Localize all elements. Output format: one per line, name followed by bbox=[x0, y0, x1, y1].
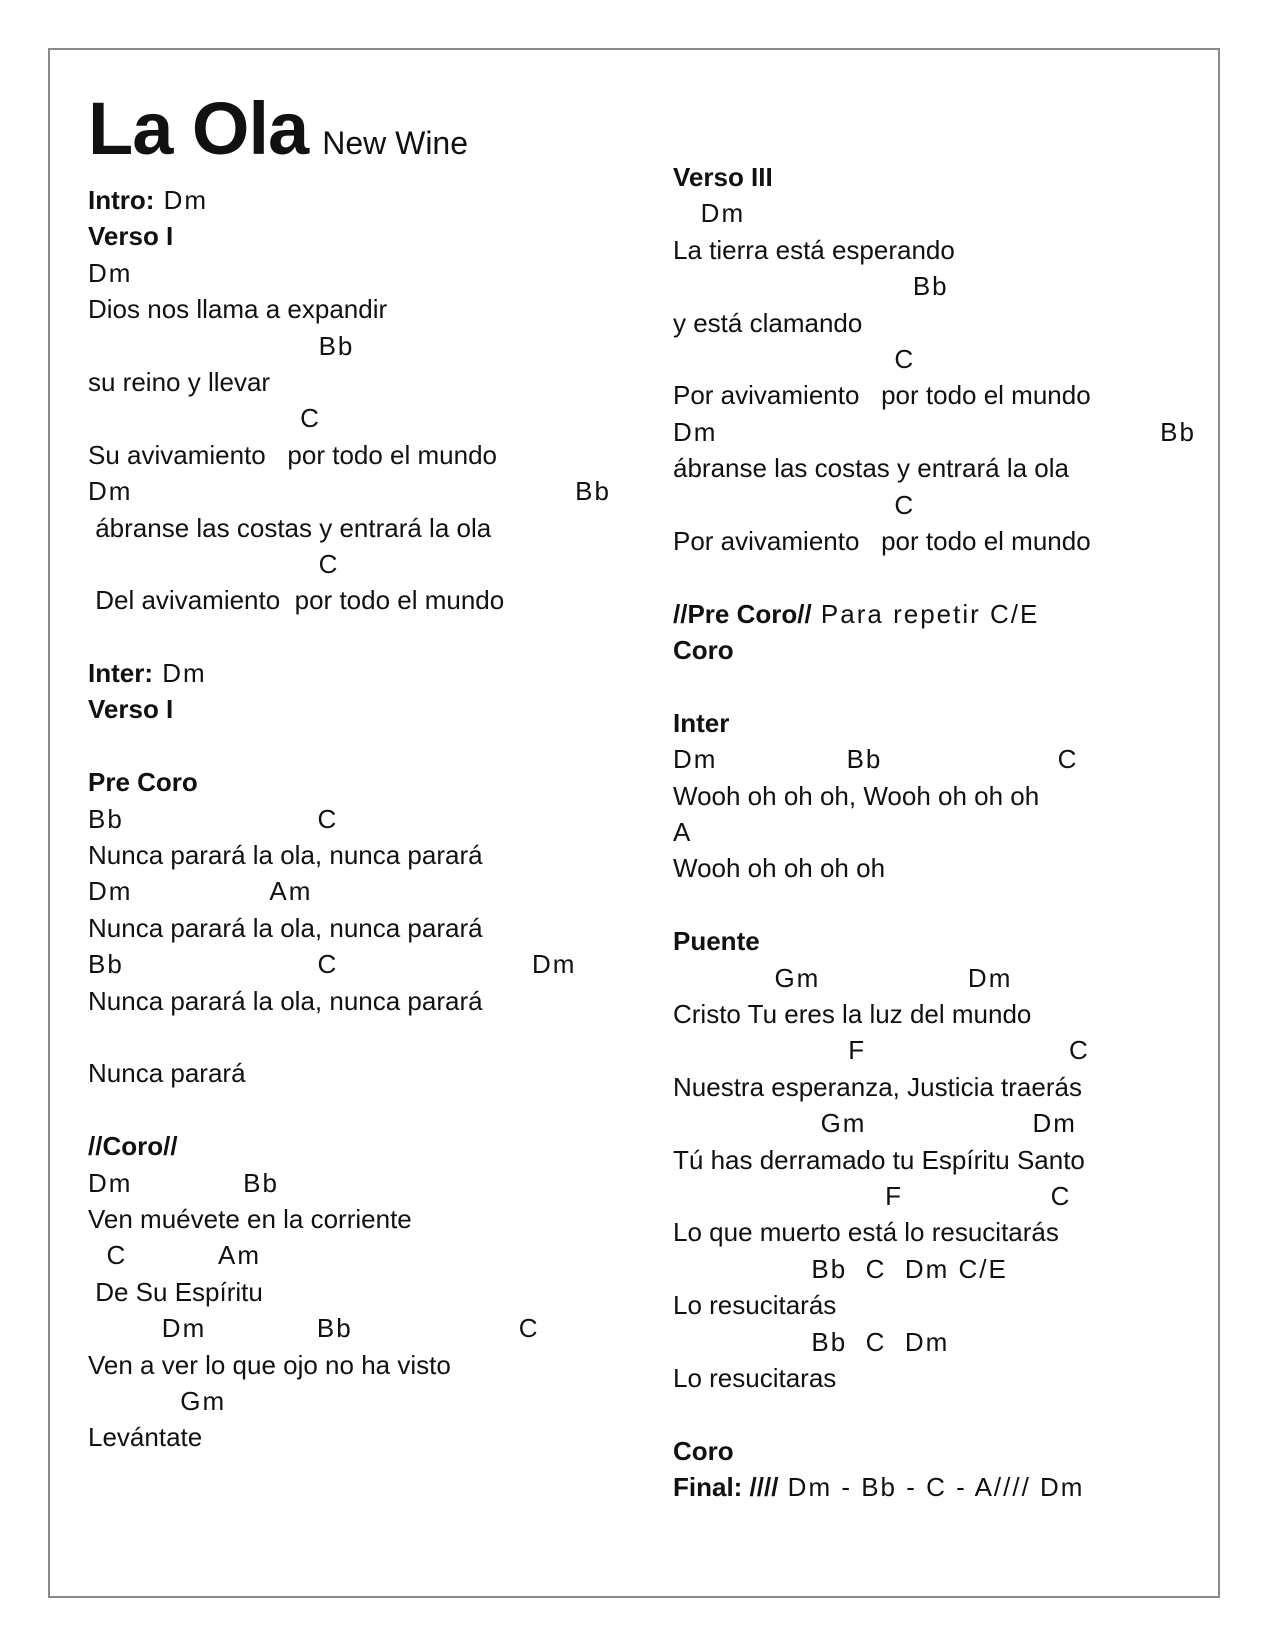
lyric-line: Lo resucitarás bbox=[673, 1290, 837, 1321]
lyric-line: Del avivamiento por todo el mundo bbox=[88, 585, 505, 616]
chord-line: Dm bbox=[673, 198, 746, 229]
chord-line: C Am bbox=[88, 1240, 262, 1271]
chord-line: Dm Am bbox=[88, 876, 313, 907]
chord-line: Gm Dm bbox=[673, 962, 1013, 993]
blank-line bbox=[673, 668, 1196, 704]
section-label: //Pre Coro// bbox=[673, 598, 812, 629]
lyric-line: Nunca parará la ola, nunca parará bbox=[88, 985, 483, 1016]
section-heading: Verso I bbox=[88, 694, 174, 725]
section-value: Para repetir C/E bbox=[811, 598, 1040, 629]
lyric-line: Levántate bbox=[88, 1422, 203, 1453]
chord-line: Gm bbox=[88, 1385, 227, 1416]
section-label: Final: //// bbox=[673, 1472, 779, 1503]
chord-line: Bb C Dm bbox=[88, 949, 577, 980]
blank-line bbox=[673, 1396, 1196, 1432]
chord-line: Gm Dm bbox=[673, 1108, 1077, 1139]
chord-line: Dm Bb C bbox=[88, 1313, 540, 1344]
chord-line: Bb bbox=[673, 271, 949, 302]
section-label: Inter: bbox=[88, 658, 153, 689]
chord-line: Bb bbox=[88, 330, 355, 361]
lyric-line: Nunca parará la ola, nunca parará bbox=[88, 912, 483, 943]
lyric-line: Por avivamiento por todo el mundo bbox=[673, 380, 1091, 411]
lyric-line: De Su Espíritu bbox=[88, 1276, 263, 1307]
section-label-line bbox=[88, 182, 611, 218]
section-heading: Puente bbox=[673, 926, 760, 957]
blank-line bbox=[88, 1092, 611, 1128]
lyric-line: Tú has derramado tu Espíritu Santo bbox=[673, 1144, 1085, 1175]
chord-line: Dm Bb C bbox=[673, 744, 1079, 775]
lyric-line: ábranse las costas y entrará la ola bbox=[673, 453, 1069, 484]
lyric-line: Wooh oh oh oh oh bbox=[673, 853, 886, 884]
blank-line bbox=[673, 559, 1196, 595]
lyric-line: Dios nos llama a expandir bbox=[88, 294, 388, 325]
chord-line: A bbox=[673, 817, 693, 848]
right-column bbox=[673, 159, 1196, 1505]
blank-line bbox=[673, 887, 1196, 923]
lyric-line: Ven a ver lo que ojo no ha visto bbox=[88, 1349, 451, 1380]
section-label: Intro: bbox=[88, 185, 155, 215]
section-label-line bbox=[88, 655, 611, 691]
lyric-line: Cristo Tu eres la luz del mundo bbox=[673, 998, 1032, 1029]
lyric-line: Nuestra esperanza, Justicia traerás bbox=[673, 1071, 1082, 1102]
section-heading: Coro bbox=[673, 635, 734, 666]
section-heading: Pre Coro bbox=[88, 767, 198, 798]
chord-line: C bbox=[673, 343, 916, 374]
lyric-line: Nunca parará la ola, nunca parará bbox=[88, 840, 483, 871]
lyric-line: Lo que muerto está lo resucitarás bbox=[673, 1217, 1059, 1248]
chord-line: Bb C bbox=[88, 803, 339, 834]
lyric-line: Nunca parará bbox=[88, 1058, 246, 1089]
lyric-line: La tierra está esperando bbox=[673, 234, 955, 265]
chord-line: C bbox=[673, 489, 916, 520]
section-label-line bbox=[673, 1469, 1196, 1505]
chord-line: Dm Bb bbox=[673, 416, 1196, 447]
section-heading: Verso III bbox=[673, 162, 773, 192]
section-label-line bbox=[673, 596, 1196, 632]
lyric-line: Lo resucitaras bbox=[673, 1362, 837, 1393]
section-heading: Inter bbox=[673, 707, 730, 738]
chord-line: C bbox=[88, 548, 340, 579]
chord-line: Bb C Dm bbox=[673, 1326, 950, 1357]
blank-line bbox=[88, 619, 611, 655]
chord-line: Dm bbox=[88, 257, 133, 288]
song-artist: New Wine bbox=[322, 125, 469, 161]
lyric-line: Su avivamiento por todo el mundo bbox=[88, 439, 498, 470]
chord-line: Dm Bb bbox=[88, 476, 611, 507]
section-value: Dm - Bb - C - A//// Dm bbox=[778, 1472, 1085, 1503]
section-value: Dm bbox=[154, 185, 209, 215]
song-title: La Ola bbox=[88, 87, 309, 170]
chord-line: C bbox=[88, 403, 321, 434]
section-value: Dm bbox=[153, 658, 207, 689]
lyric-line: su reino y llevar bbox=[88, 366, 271, 397]
lyric-line: Wooh oh oh oh, Wooh oh oh oh bbox=[673, 780, 1040, 811]
lyric-line: y está clamando bbox=[673, 307, 863, 338]
left-column bbox=[88, 182, 611, 1456]
chord-line: F C bbox=[673, 1035, 1090, 1066]
blank-line bbox=[88, 1019, 611, 1055]
blank-line bbox=[88, 728, 611, 764]
section-heading: //Coro// bbox=[88, 1131, 178, 1162]
chord-line: F C bbox=[673, 1180, 1072, 1211]
section-heading: Coro bbox=[673, 1435, 734, 1466]
lyric-line: Por avivamiento por todo el mundo bbox=[673, 525, 1091, 556]
song-header bbox=[88, 87, 469, 170]
chord-line: Bb C Dm C/E bbox=[673, 1253, 1008, 1284]
lyric-line: Ven muévete en la corriente bbox=[88, 1203, 412, 1234]
section-heading: Verso I bbox=[88, 221, 174, 252]
chord-line: Dm Bb bbox=[88, 1167, 279, 1198]
lyric-line: ábranse las costas y entrará la ola bbox=[88, 512, 492, 543]
